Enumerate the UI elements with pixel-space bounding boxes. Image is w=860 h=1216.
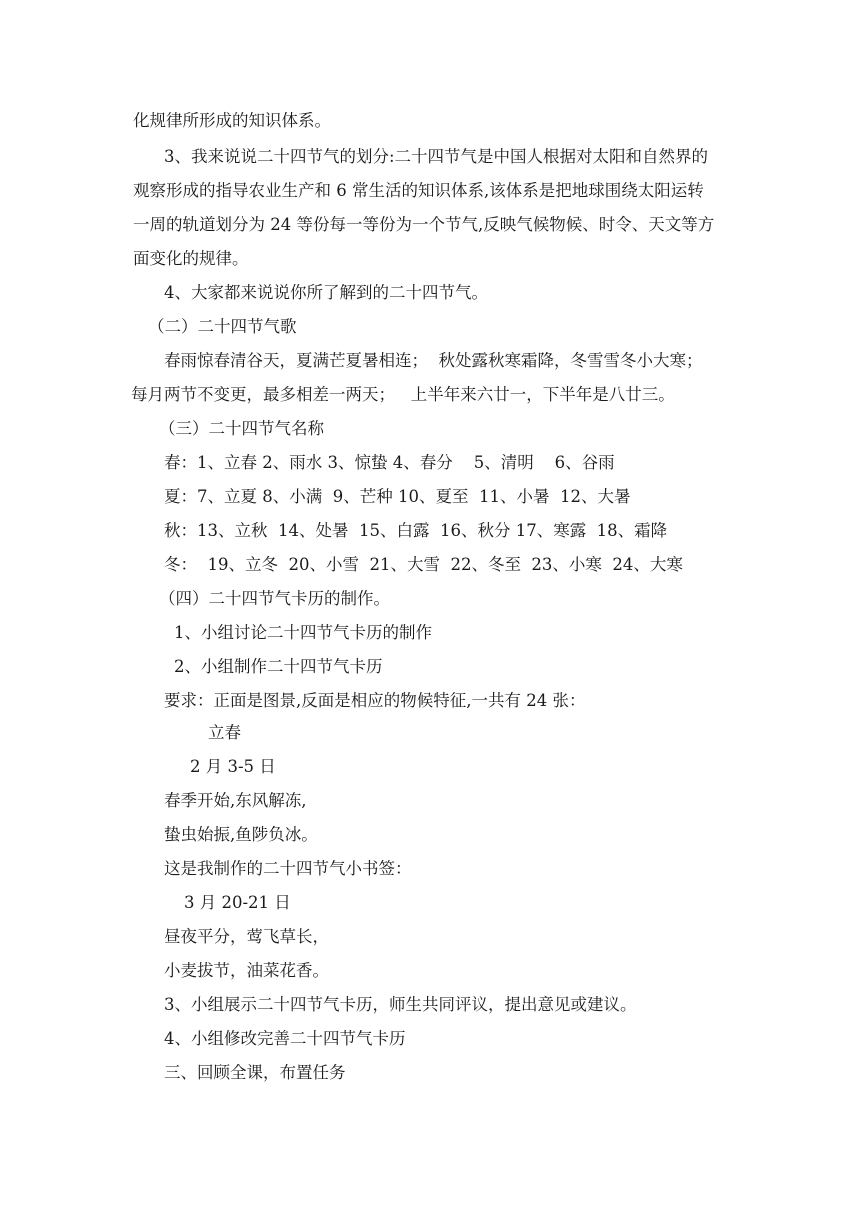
section-heading: 三、回顾全课，布置任务 <box>164 1063 346 1082</box>
poem-line: 每月两节不变更，最多相差一两天； 上半年来六廿一，下半年是八廿三。 <box>131 385 675 404</box>
card-title: 立春 <box>208 723 241 742</box>
section-heading: （二）二十四节气歌 <box>148 317 297 336</box>
card-text: 蛰虫始振,鱼陟负冰。 <box>164 825 318 844</box>
section-heading: （三）二十四节气名称 <box>159 419 324 438</box>
solar-terms-summer: 夏：7、立夏 8、小满 9、芒种 10、夏至 11、小暑 12、大暑 <box>164 487 631 506</box>
paragraph-line: 面变化的规律。 <box>133 249 249 268</box>
paragraph-line: 一周的轨道划分为 24 等份每一等份为一个节气,反映气候物候、时令、天文等方 <box>133 215 715 234</box>
section-heading: （四）二十四节气卡历的制作。 <box>159 589 390 608</box>
paragraph-line: 3、小组展示二十四节气卡历，师生共同评议，提出意见或建议。 <box>164 995 637 1014</box>
bookmark-text: 小麦拔节，油菜花香。 <box>164 961 329 980</box>
paragraph-line: 化规律所形成的知识体系。 <box>133 111 331 130</box>
solar-terms-winter: 冬： 19、立冬 20、小雪 21、大雪 22、冬至 23、小寒 24、大寒 <box>164 555 683 574</box>
paragraph-line: 2、小组制作二十四节气卡历 <box>174 657 383 676</box>
bookmark-text: 昼夜平分，莺飞草长， <box>164 927 329 946</box>
paragraph-line: 4、大家都来说说你所了解到的二十四节气。 <box>164 283 488 302</box>
solar-terms-autumn: 秋：13、立秋 14、处暑 15、白露 16、秋分 17、寒露 18、霜降 <box>164 521 668 540</box>
paragraph-line: 要求：正面是图景,反面是相应的物候特征,一共有 24 张： <box>164 691 586 710</box>
paragraph-line: 4、小组修改完善二十四节气卡历 <box>164 1029 406 1048</box>
paragraph-line: 3、我来说说二十四节气的划分:二十四节气是中国人根据对太阳和自然界的 <box>164 147 709 166</box>
card-text: 春季开始,东风解冻, <box>164 791 307 810</box>
card-date: 2 月 3-5 日 <box>190 757 276 776</box>
paragraph-line: 这是我制作的二十四节气小书签： <box>164 859 412 878</box>
bookmark-date: 3 月 20-21 日 <box>184 893 291 912</box>
paragraph-line: 1、小组讨论二十四节气卡历的制作 <box>174 623 432 642</box>
paragraph-line: 观察形成的指导农业生产和 6 常生活的知识体系,该体系是把地球围绕太阳运转 <box>133 181 704 200</box>
solar-terms-spring: 春：1、立春 2、雨水 3、惊蛰 4、春分 5、清明 6、谷雨 <box>164 453 615 472</box>
poem-line: 春雨惊春清谷天，夏满芒夏暑相连； 秋处露秋寒霜降，冬雪雪冬小大寒； <box>164 351 703 370</box>
